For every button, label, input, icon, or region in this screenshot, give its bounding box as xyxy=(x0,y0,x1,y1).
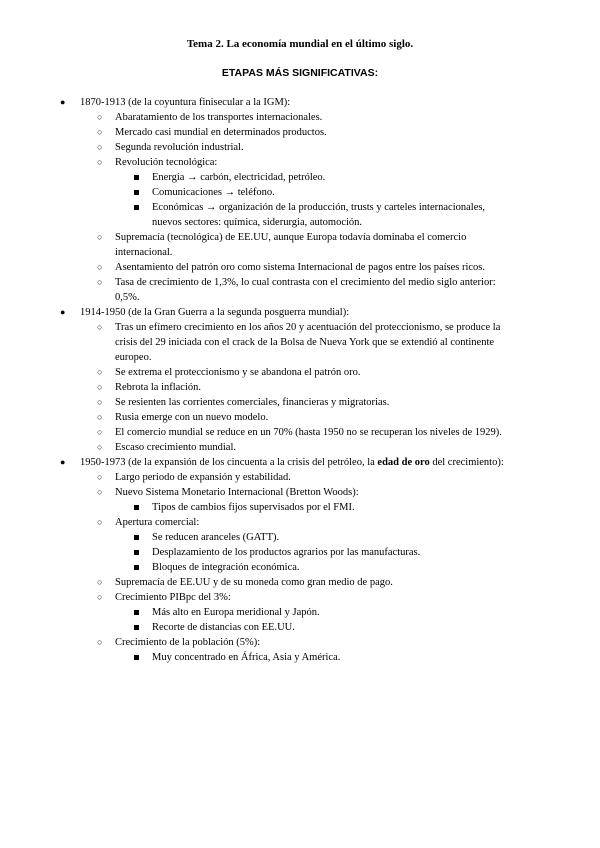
list-item: ○ Supremacía de EE.UU y de su moneda como gran medio de pago. xyxy=(97,577,393,588)
square-bullet-icon xyxy=(134,655,139,660)
sub-list-item: Muy concentrado en África, Asia y América. xyxy=(0,650,555,665)
circle-bullet-icon: ○ xyxy=(97,157,103,167)
square-bullet-icon xyxy=(134,205,139,210)
list-item: ○ Supremacía (tecnológica) de EE.UU, aunque Europa todavía dominaba el comercio xyxy=(97,232,467,243)
square-bullet-icon xyxy=(134,565,139,570)
bullet-icon: ● xyxy=(60,97,66,107)
list-item: ○ Asentamiento del patrón oro como sistema Internacional de pagos entre los países ricos. xyxy=(97,262,486,273)
sub-list-item: Más alto en Europa meridional y Japón. xyxy=(0,605,555,620)
list-item: ○ Se resienten las corrientes comerciales, financieras y migratorias. xyxy=(97,397,390,408)
list-item: ○ Tasa de crecimiento de 1,3%, lo cual contrasta con el crecimiento del medio siglo anterior: xyxy=(97,277,496,288)
list-item: ○ Revolución tecnológica: xyxy=(97,157,218,168)
square-bullet-icon xyxy=(134,610,139,615)
bullet-icon: ● xyxy=(60,457,66,467)
list-item-continuation: 0,5%. xyxy=(115,292,140,303)
circle-bullet-icon: ○ xyxy=(97,232,103,242)
square-bullet-icon xyxy=(134,535,139,540)
circle-bullet-icon: ○ xyxy=(97,427,103,437)
list-item: ○ Escaso crecimiento mundial. xyxy=(97,442,237,453)
list-item: ○ El comercio mundial se reduce en un 70% (hasta 1950 no se recuperan los niveles de 1929). xyxy=(97,427,502,438)
sub-list-item: Comunicaciones → teléfono. xyxy=(0,185,555,200)
period-heading-1914: ● 1914-1950 (de la Gran Guerra a la segunda posguerra mundial): xyxy=(60,307,350,318)
circle-bullet-icon: ○ xyxy=(97,382,103,392)
sub-list-item: Bloques de integración económica. xyxy=(0,560,555,575)
circle-bullet-icon: ○ xyxy=(97,412,103,422)
sub-list-item-continuation: nuevos sectores: química, siderurgia, automoción. xyxy=(152,217,363,228)
list-item: ○ Rebrota la inflación. xyxy=(97,382,202,393)
list-item-continuation: europeo. xyxy=(115,352,152,363)
list-item: ○ Abaratamiento de los transportes internacionales. xyxy=(97,112,323,123)
square-bullet-icon xyxy=(134,190,139,195)
square-bullet-icon xyxy=(134,175,139,180)
list-item: ○ Mercado casi mundial en determinados productos. xyxy=(97,127,327,138)
circle-bullet-icon: ○ xyxy=(97,442,103,452)
sub-list-item: Se reducen aranceles (GATT). xyxy=(0,530,555,545)
sub-list-item: Tipos de cambios fijos supervisados por el FMI. xyxy=(0,500,555,515)
circle-bullet-icon: ○ xyxy=(97,367,103,377)
circle-bullet-icon: ○ xyxy=(97,592,103,602)
list-item: ○ Segunda revolución industrial. xyxy=(97,142,244,153)
period-heading-1950: ● 1950-1973 (de la expansión de los cincuenta a la crisis del petróleo, la edad de oro del crecimiento): xyxy=(60,457,504,468)
sub-list-item: Desplazamiento de los productos agrarios por las manufacturas. xyxy=(0,545,555,560)
sub-list-item: Energía → carbón, electricidad, petróleo. xyxy=(0,170,555,185)
list-item: ○ Crecimiento PIBpc del 3%: xyxy=(97,592,231,603)
list-item: ○ Largo periodo de expansión y estabilidad. xyxy=(97,472,291,483)
square-bullet-icon xyxy=(134,505,139,510)
document-body xyxy=(0,95,600,665)
square-bullet-icon xyxy=(134,625,139,630)
circle-bullet-icon: ○ xyxy=(97,517,103,527)
circle-bullet-icon: ○ xyxy=(97,577,103,587)
list-item: ○ Rusia emerge con un nuevo modelo. xyxy=(97,412,269,423)
circle-bullet-icon: ○ xyxy=(97,322,103,332)
period-heading-1870: ● 1870-1913 (de la coyuntura finisecular a la IGM): xyxy=(60,97,291,108)
document-title: Tema 2. La economía mundial en el último siglo. xyxy=(186,38,414,50)
bullet-icon: ● xyxy=(60,307,66,317)
square-bullet-icon xyxy=(134,550,139,555)
circle-bullet-icon: ○ xyxy=(97,637,103,647)
list-item-continuation: internacional. xyxy=(115,247,173,258)
list-item: ○ Se extrema el proteccionismo y se abandona el patrón oro. xyxy=(97,367,361,378)
list-item-continuation: crisis del 29 iniciada con el crack de la Bolsa de Nueva York que se extendió al continente xyxy=(115,337,495,348)
list-item: ○ Tras un efímero crecimiento en los años 20 y acentuación del proteccionismo, se produce la xyxy=(97,322,501,333)
list-item: ○ Crecimiento de la población (5%): xyxy=(97,637,261,648)
circle-bullet-icon: ○ xyxy=(97,472,103,482)
sub-list-item: Económicas → organización de la producción, trusts y carteles internacionales, xyxy=(0,200,555,215)
circle-bullet-icon: ○ xyxy=(97,142,103,152)
list-item: ○ Nuevo Sistema Monetario Internacional (Bretton Woods): xyxy=(97,487,359,498)
circle-bullet-icon: ○ xyxy=(97,262,103,272)
circle-bullet-icon: ○ xyxy=(97,127,103,137)
circle-bullet-icon: ○ xyxy=(97,112,103,122)
section-subtitle: ETAPAS MÁS SIGNIFICATIVAS: xyxy=(221,67,379,79)
circle-bullet-icon: ○ xyxy=(97,277,103,287)
sub-list-item: Recorte de distancias con EE.UU. xyxy=(0,620,555,635)
circle-bullet-icon: ○ xyxy=(97,487,103,497)
circle-bullet-icon: ○ xyxy=(97,397,103,407)
list-item: ○ Apertura comercial: xyxy=(97,517,200,528)
